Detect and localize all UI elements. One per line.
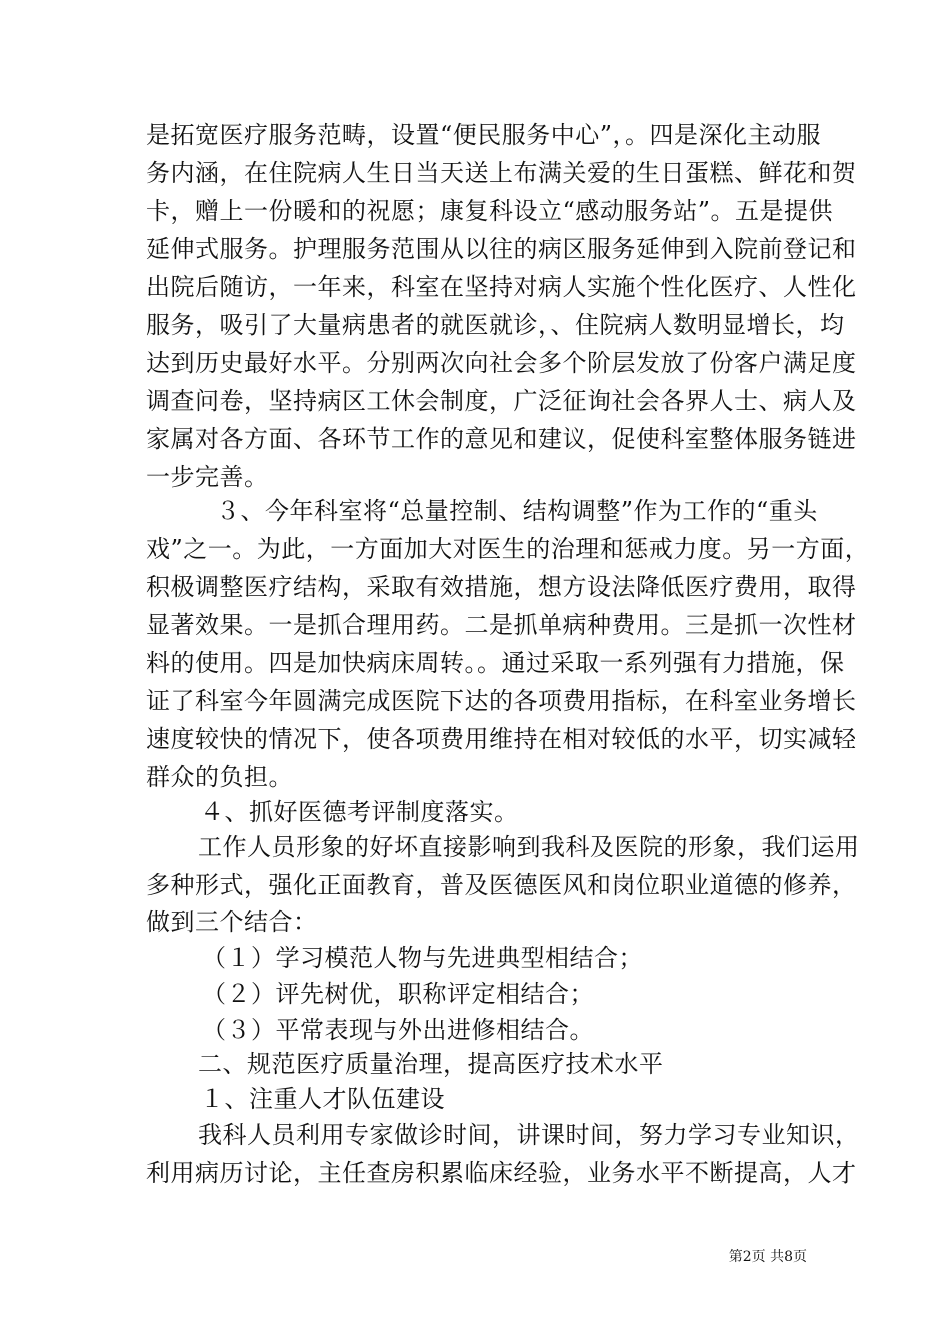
body-text-line: 调查问卷，坚持病区工休会制度，广泛征询社会各界人士、病人及 [146, 387, 857, 415]
body-text-line: 服务，吸引了大量病患者的就医就诊，、住院病人数明显增长，均 [146, 311, 845, 339]
list-item: （２）评先树优，职称评定相结合； [202, 980, 594, 1008]
body-text-line: 达到历史最好水平。分别两次向社会多个阶层发放了份客户满足度 [146, 349, 857, 377]
body-text-line: 多种形式，强化正面教育，普及医德医风和岗位职业道德的修养， [146, 871, 857, 899]
section-heading: 二、规范医疗质量治理，提高医疗技术水平 [198, 1050, 664, 1078]
body-text-line: 戏”之一。为此，一方面加大对医生的治理和惩戒力度。另一方面， [146, 535, 870, 563]
body-text-line: 利用病历讨论，主任查房积累临床经验，业务水平不断提高，人才 [146, 1159, 857, 1187]
body-text-line: 家属对各方面、各环节工作的意见和建议，促使科室整体服务链进 [146, 425, 857, 453]
subsection-heading: １、注重人才队伍建设 [200, 1085, 445, 1113]
section-item-3-heading: ３、今年科室将“总量控制、结构调整”作为工作的“重头 [216, 497, 818, 525]
body-text-line: 延伸式服务。护理服务范围从以往的病区服务延伸到入院前登记和 [146, 235, 857, 263]
body-text-line: 一步完善。 [146, 463, 269, 491]
list-item: （１）学习模范人物与先进典型相结合； [202, 944, 643, 972]
list-item: （３）平常表现与外出进修相结合。 [202, 1016, 594, 1044]
body-text-line: 务内涵，在住院病人生日当天送上布满关爱的生日蛋糕、鲜花和贺 [146, 159, 857, 187]
body-text-line: 卡，赠上一份暖和的祝愿；康复科设立“感动服务站”。五是提供 [146, 197, 834, 225]
body-text-line: 出院后随访，一年来，科室在坚持对病人实施个性化医疗、人性化 [146, 273, 857, 301]
body-text-line: 是拓宽医疗服务范畴，设置“便民服务中心”，。四是深化主动服 [146, 121, 822, 149]
body-text-line: 料的使用。四是加快病床周转。。通过采取一系列强有力措施，保 [146, 649, 845, 677]
body-text-line: 证了科室今年圆满完成医院下达的各项费用指标，在科室业务增长 [146, 687, 857, 715]
body-text-line: 工作人员形象的好坏直接影响到我科及医院的形象，我们运用 [198, 833, 860, 861]
body-text-line: 显著效果。一是抓合理用药。二是抓单病种费用。三是抓一次性材 [146, 611, 857, 639]
body-text-line: 积极调整医疗结构，采取有效措施，想方设法降低医疗费用，取得 [146, 573, 857, 601]
body-text-line: 速度较快的情况下，使各项费用维持在相对较低的水平，切实减轻 [146, 725, 857, 753]
section-item-4-heading: ４、抓好医德考评制度落实。 [200, 798, 519, 826]
page-number-footer: 第2页 共8页 [728, 1249, 807, 1265]
body-text-line: 做到三个结合： [146, 908, 318, 936]
body-text-line: 群众的负担。 [146, 763, 293, 791]
body-text-line: 我科人员利用专家做诊时间，讲课时间，努力学习专业知识， [198, 1121, 860, 1149]
